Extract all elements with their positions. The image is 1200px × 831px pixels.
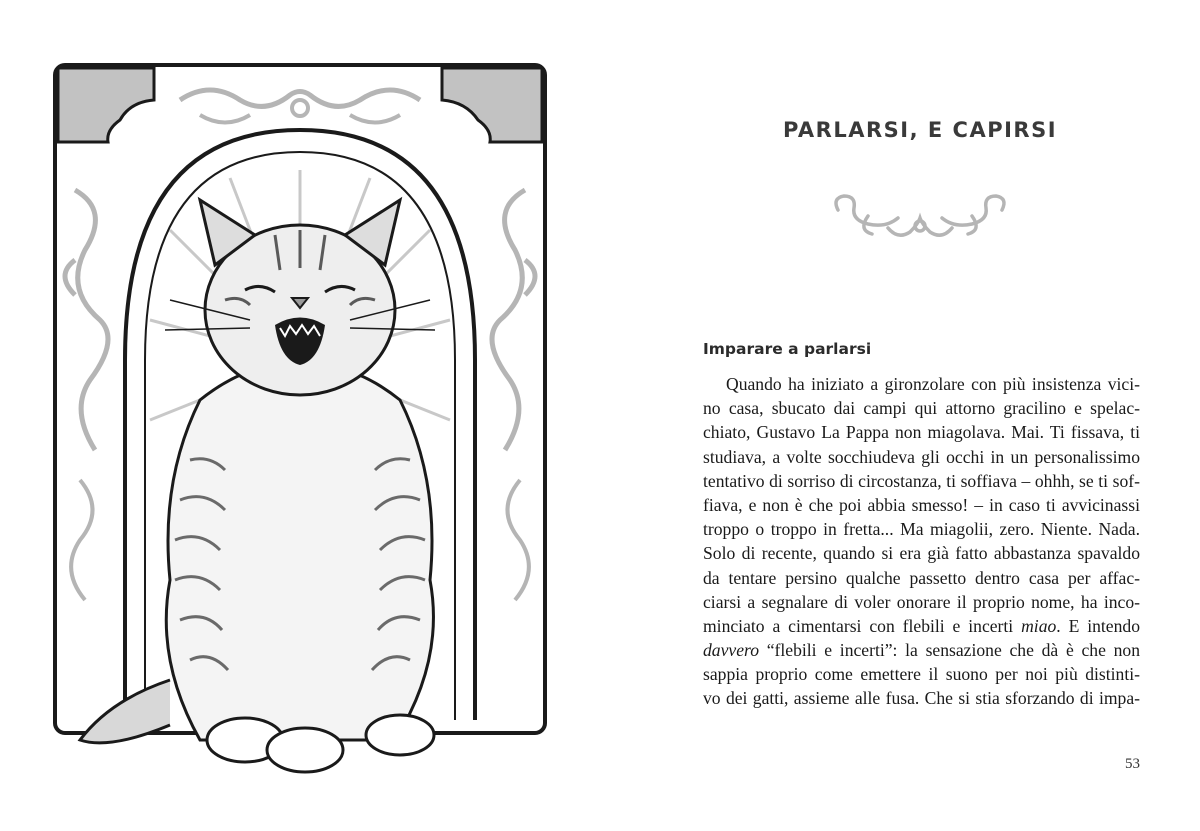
section-heading: Imparare a parlarsi — [703, 340, 872, 358]
body-paragraph — [703, 372, 1140, 711]
text-line: minciato a cimentarsi con flebili e incerti miao. E intendo — [703, 615, 1140, 636]
text-line: fiava, e non è che poi abbia smesso! – in caso ti avvicinassi — [703, 494, 1140, 515]
text-line: vo dei gatti, assieme alle fusa. Che si stia sforzando di impa- — [703, 688, 1140, 709]
text-line: Solo di recente, quando si era già fatto abbastanza spavaldo — [703, 543, 1140, 564]
chapter-title: PARLARSI, E CAPIRSI — [782, 118, 1058, 142]
page-number: 53 — [1125, 756, 1140, 772]
text-line: chiato, Gustavo La Pappa non miagolava. Mai. Ti fissava, ti — [703, 422, 1140, 443]
text-line: sappia proprio come emettere il suono per noi più distinti- — [703, 664, 1140, 685]
text-line: da tentare persino qualche passetto dentro casa per affac- — [703, 567, 1140, 588]
text-line: studiava, a volte socchiudeva gli occhi in un personalissimo — [703, 446, 1140, 467]
decorative-flourish-icon — [828, 188, 1012, 246]
cat-illustration — [50, 60, 550, 800]
text-line: davvero “flebili e incerti”: la sensazione che dà è che non — [703, 640, 1140, 661]
text-line: no casa, sbucato dai campi qui attorno gracilino e spelac- — [703, 398, 1140, 419]
text-line: troppo o troppo in fretta... Ma miagolii, zero. Niente. Nada. — [703, 519, 1140, 540]
text-line: Quando ha iniziato a gironzolare con più insistenza vici- — [726, 374, 1140, 394]
text-line: ciarsi a segnalare di voler onorare il proprio nome, ha inco- — [703, 591, 1140, 612]
text-line: tentativo di sorriso di circostanza, ti soffiava – ohhh, se ti sof- — [703, 470, 1140, 491]
